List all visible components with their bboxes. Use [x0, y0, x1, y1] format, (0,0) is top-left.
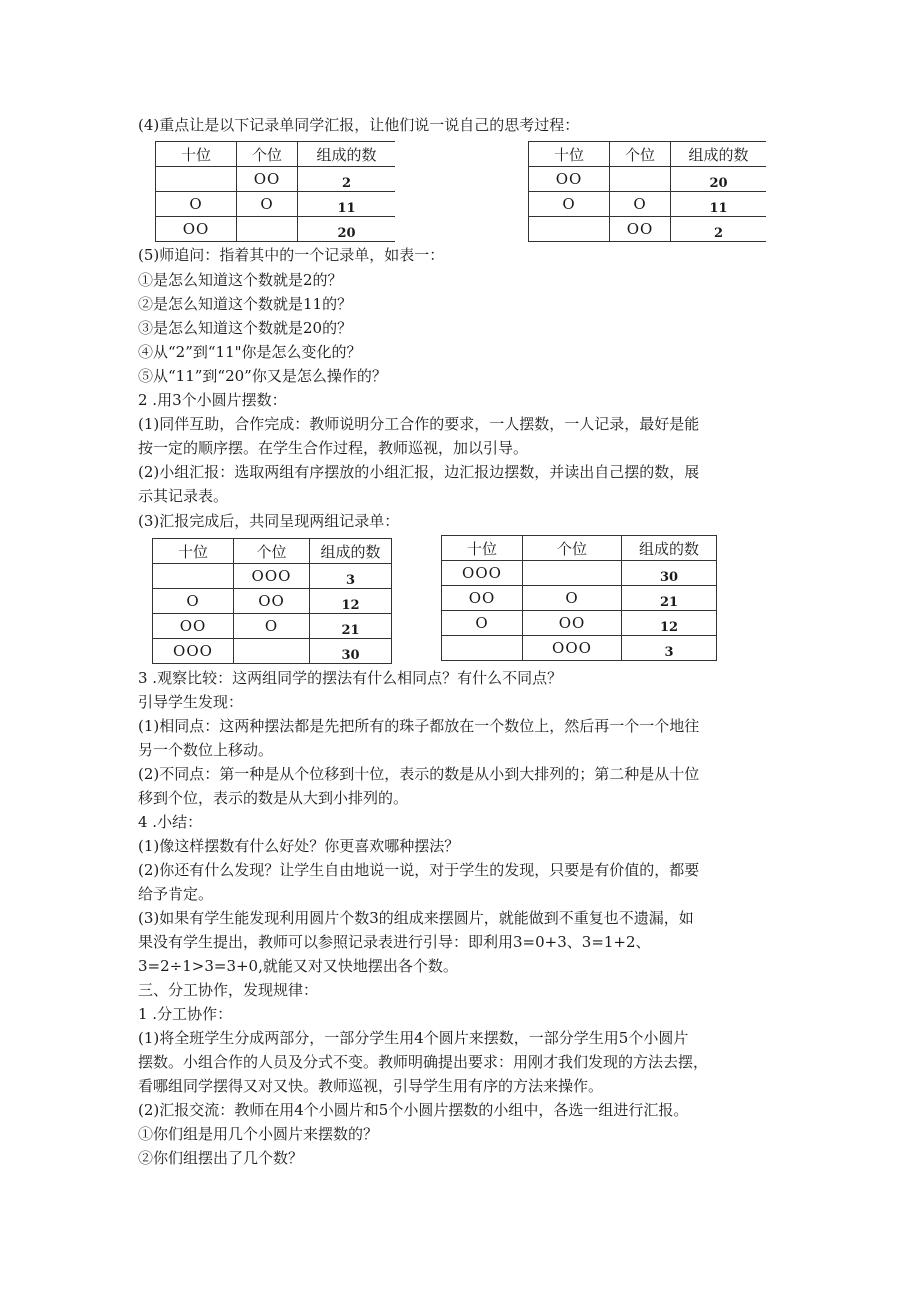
ones-cell: O: [237, 192, 298, 217]
text-line: ①你们组是用几个小圆片来摆数的？: [138, 1125, 379, 1143]
ones-cell: OO: [234, 589, 310, 614]
text-line: (1)同伴互助，合作完成：教师说明分工合作的要求，一人摆数，一人记录，最好是能: [138, 415, 700, 433]
number-cell: 2: [671, 217, 767, 242]
text-line: (2)你还有什么发现？让学生自由地说一说，对于学生的发现，只要是有价值的，都要: [138, 861, 700, 879]
text-line: 3 .观察比较：这两组同学的摆法有什么相同点？有什么不同点？: [138, 669, 563, 687]
header-number: 组成的数: [622, 536, 717, 561]
text-line: 示其记录表。: [138, 487, 229, 505]
header-number: 组成的数: [671, 142, 767, 167]
tens-cell: [153, 564, 234, 589]
tens-cell: OO: [153, 614, 234, 639]
ones-cell: OO: [610, 217, 671, 242]
table-row: [529, 167, 767, 192]
ones-cell: [610, 167, 671, 192]
intro-line: (4)重点让是以下记录单同学汇报，让他们说一说自己的思考过程：: [138, 116, 580, 134]
tens-cell: [156, 167, 237, 192]
tens-cell: O: [156, 192, 237, 217]
text-line: (2)不同点：第一种是从个位移到十位，表示的数是从小到大排列的；第二种是从十位: [138, 765, 700, 783]
tens-cell: OO: [529, 167, 610, 192]
number-cell: 12: [310, 589, 392, 614]
text-line: 移到个位，表示的数是从大到小排列的。: [138, 789, 409, 807]
text-line: (3)如果有学生能发现利用圆片个数3的组成来摆圆片，就能做到不重复也不遗漏，如: [138, 909, 694, 927]
text-line: 摆数。小组合作的人员及分式不变。教师明确提出要求：用刚才我们发现的方法去摆，: [138, 1053, 709, 1071]
number-cell: 20: [671, 167, 767, 192]
text-line: 2 .用3个小圆片摆数：: [138, 391, 287, 409]
number-cell: 11: [671, 192, 767, 217]
ones-cell: O: [610, 192, 671, 217]
tens-cell: OOO: [153, 639, 234, 664]
table-row: [153, 614, 392, 639]
ones-cell: [523, 561, 622, 586]
ones-cell: OO: [237, 167, 298, 192]
text-line: 三、分工协作，发现规律：: [138, 981, 319, 999]
table-row: [156, 192, 396, 217]
header-ones: 个位: [523, 536, 622, 561]
ones-cell: OO: [523, 611, 622, 636]
table-row: [153, 639, 392, 664]
text-line: (2)小组汇报：选取两组有序摆放的小组汇报，边汇报边摆数，并读出自己摆的数，展: [138, 463, 700, 481]
header-tens: 十位: [156, 142, 237, 167]
number-cell: 3: [622, 636, 717, 661]
ones-cell: [234, 639, 310, 664]
text-line: 引导学生发现：: [138, 693, 244, 711]
text-line: (5)师追问：指着其中的一个记录单，如表一：: [138, 246, 445, 264]
text-line: 4 .小结：: [138, 813, 203, 831]
table-row: [156, 217, 396, 242]
text-line: 另一个数位上移动。: [138, 741, 274, 759]
record-table-c: [152, 538, 392, 664]
table-row: [153, 564, 392, 589]
header-tens: 十位: [442, 536, 523, 561]
number-cell: 2: [298, 167, 396, 192]
table-row: [442, 586, 717, 611]
record-table-a: [155, 141, 395, 242]
text-line: ②你们组摆出了几个数？: [138, 1149, 304, 1167]
header-tens: 十位: [153, 539, 234, 564]
number-cell: 12: [622, 611, 717, 636]
text-line: ⑤从“11”到“20”你又是怎么操作的？: [138, 367, 387, 385]
text-line: 给予肯定。: [138, 885, 214, 903]
record-table-d: [441, 535, 717, 661]
header-tens: 十位: [529, 142, 610, 167]
text-line: 看哪组同学摆得又对又快。教师巡视，引导学生用有序的方法来操作。: [138, 1077, 604, 1095]
header-ones: 个位: [237, 142, 298, 167]
text-line: ④从“2”到“11"你是怎么变化的？: [138, 343, 362, 361]
tens-cell: O: [153, 589, 234, 614]
number-cell: 20: [298, 217, 396, 242]
ones-cell: OOO: [523, 636, 622, 661]
text-line: ③是怎么知道这个数就是20的？: [138, 319, 353, 337]
text-line: (3)汇报完成后，共同呈现两组记录单：: [138, 512, 400, 530]
text-line: (1)将全班学生分成两部分，一部分学生用4个圆片来摆数，一部分学生用5个小圆片: [138, 1029, 689, 1047]
text-line: 果没有学生提出，教师可以参照记录表进行引导：即利用3=0+3、3=1+2、: [138, 933, 651, 951]
table-row: [442, 636, 717, 661]
number-cell: 3: [310, 564, 392, 589]
text-line: ①是怎么知道这个数就是2的？: [138, 271, 343, 289]
text-line: ②是怎么知道这个数就是11的？: [138, 295, 353, 313]
header-number: 组成的数: [310, 539, 392, 564]
number-cell: 11: [298, 192, 396, 217]
header-number: 组成的数: [298, 142, 396, 167]
tens-cell: [442, 636, 523, 661]
ones-cell: OOO: [234, 564, 310, 589]
number-cell: 21: [622, 586, 717, 611]
tens-cell: O: [442, 611, 523, 636]
header-ones: 个位: [610, 142, 671, 167]
ones-cell: O: [234, 614, 310, 639]
text-line: 3=2÷1>3=3+0,就能又对又快地摆出各个数。: [138, 957, 458, 975]
tens-cell: [529, 217, 610, 242]
ones-cell: O: [523, 586, 622, 611]
number-cell: 30: [622, 561, 717, 586]
tens-cell: OO: [156, 217, 237, 242]
table-row: [156, 167, 396, 192]
table-row: [529, 192, 767, 217]
header-ones: 个位: [234, 539, 310, 564]
tens-cell: O: [529, 192, 610, 217]
table-row: [153, 589, 392, 614]
table-row: [442, 561, 717, 586]
text-line: (1)相同点：这两种摆法都是先把所有的珠子都放在一个数位上，然后再一个一个地往: [138, 717, 700, 735]
text-line: (1)像这样摆数有什么好处？你更喜欢哪种摆法？: [138, 837, 460, 855]
table-row: [442, 611, 717, 636]
tens-cell: OOO: [442, 561, 523, 586]
ones-cell: [237, 217, 298, 242]
number-cell: 30: [310, 639, 392, 664]
text-line: 1 .分工协作：: [138, 1005, 233, 1023]
record-table-b: [528, 141, 766, 242]
text-line: 按一定的顺序摆。在学生合作过程，教师巡视，加以引导。: [138, 439, 529, 457]
table-row: [529, 217, 767, 242]
text-line: (2)汇报交流：教师在用4个小圆片和5个小圆片摆数的小组中，各选一组进行汇报。: [138, 1101, 689, 1119]
tens-cell: OO: [442, 586, 523, 611]
number-cell: 21: [310, 614, 392, 639]
